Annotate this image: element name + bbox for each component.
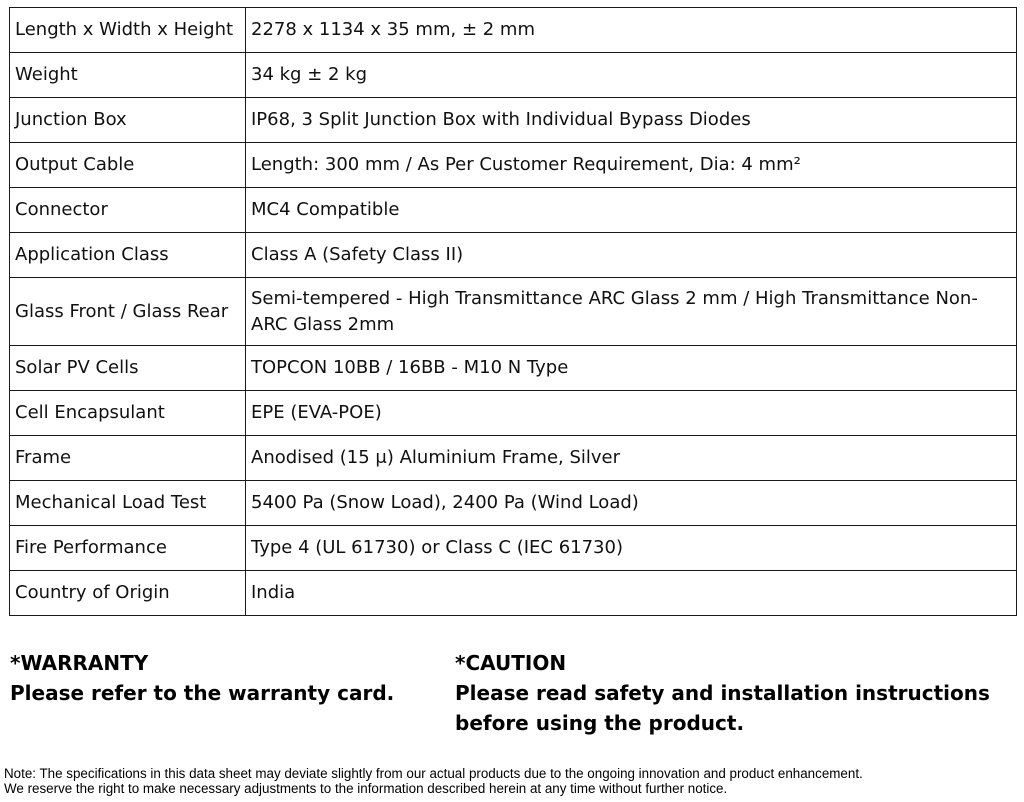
spec-value: 34 kg ± 2 kg <box>246 53 1017 98</box>
disclaimer-note <box>4 766 1022 796</box>
spec-value: MC4 Compatible <box>246 188 1017 233</box>
caution-heading: *CAUTION <box>455 651 567 675</box>
table-row <box>10 526 1017 571</box>
disclaimer-line-1: Note: The specifications in this data sheet may deviate slightly from our actual products due to the ongoing innovation and product enhancement. <box>4 766 863 781</box>
caution-notice <box>455 648 1015 738</box>
table-row <box>10 346 1017 391</box>
table-row <box>10 571 1017 616</box>
spec-label: Solar PV Cells <box>10 346 246 391</box>
table-row <box>10 53 1017 98</box>
spec-label: Country of Origin <box>10 571 246 616</box>
table-row <box>10 98 1017 143</box>
spec-value: Length: 300 mm / As Per Customer Requirement, Dia: 4 mm² <box>246 143 1017 188</box>
warranty-text: Please refer to the warranty card. <box>10 681 395 705</box>
disclaimer-line-2: We reserve the right to make necessary adjustments to the information described herein at any time without further notice. <box>4 781 728 796</box>
specifications-table <box>9 7 1017 616</box>
spec-label: Length x Width x Height <box>10 8 246 53</box>
spec-label: Glass Front / Glass Rear <box>10 278 246 346</box>
spec-label: Weight <box>10 53 246 98</box>
table-row <box>10 391 1017 436</box>
warranty-heading: *WARRANTY <box>10 651 149 675</box>
spec-label: Application Class <box>10 233 246 278</box>
table-row <box>10 481 1017 526</box>
table-row <box>10 143 1017 188</box>
spec-label: Connector <box>10 188 246 233</box>
caution-text: Please read safety and installation instructions before using the product. <box>455 681 990 735</box>
table-row <box>10 8 1017 53</box>
spec-value: IP68, 3 Split Junction Box with Individual Bypass Diodes <box>246 98 1017 143</box>
spec-label: Fire Performance <box>10 526 246 571</box>
spec-label: Output Cable <box>10 143 246 188</box>
spec-value: Anodised (15 μ) Aluminium Frame, Silver <box>246 436 1017 481</box>
spec-value: 2278 x 1134 x 35 mm, ± 2 mm <box>246 8 1017 53</box>
spec-value: TOPCON 10BB / 16BB - M10 N Type <box>246 346 1017 391</box>
spec-value: 5400 Pa (Snow Load), 2400 Pa (Wind Load) <box>246 481 1017 526</box>
spec-value: Semi-tempered - High Transmittance ARC Glass 2 mm / High Transmittance Non-ARC Glass 2mm <box>246 278 1017 346</box>
spec-value: EPE (EVA-POE) <box>246 391 1017 436</box>
spec-value: Class A (Safety Class II) <box>246 233 1017 278</box>
table-row <box>10 233 1017 278</box>
spec-value: Type 4 (UL 61730) or Class C (IEC 61730) <box>246 526 1017 571</box>
spec-label: Junction Box <box>10 98 246 143</box>
spec-label: Mechanical Load Test <box>10 481 246 526</box>
table-row <box>10 188 1017 233</box>
table-row <box>10 436 1017 481</box>
table-row <box>10 278 1017 346</box>
spec-label: Cell Encapsulant <box>10 391 246 436</box>
spec-label: Frame <box>10 436 246 481</box>
spec-value: India <box>246 571 1017 616</box>
warranty-notice <box>10 648 430 708</box>
